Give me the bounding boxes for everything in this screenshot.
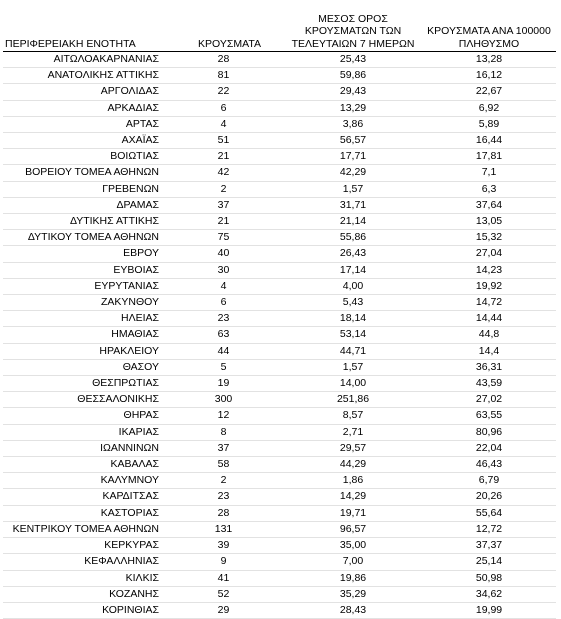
cases-cell: 22	[163, 84, 284, 100]
region-cell: ΚΕΡΚΥΡΑΣ	[3, 538, 163, 554]
table-row	[3, 473, 556, 489]
seven-day-average-cell: 35,00	[284, 538, 422, 554]
cases-cell: 6	[163, 295, 284, 311]
seven-day-average-cell: 5,43	[284, 295, 422, 311]
seven-day-average-cell: 56,57	[284, 133, 422, 149]
table-row	[3, 246, 556, 262]
region-cell: ΑΙΤΩΛΟΑΚΑΡΝΑΝΙΑΣ	[3, 52, 163, 68]
seven-day-average-cell: 4,00	[284, 278, 422, 294]
table-row	[3, 181, 556, 197]
cases-cell: 23	[163, 489, 284, 505]
region-cell: ΚΑΣΤΟΡΙΑΣ	[3, 505, 163, 521]
table-row	[3, 311, 556, 327]
table-row	[3, 554, 556, 570]
region-cell: ΒΟΙΩΤΙΑΣ	[3, 149, 163, 165]
region-cell: ΓΡΕΒΕΝΩΝ	[3, 181, 163, 197]
table-row	[3, 392, 556, 408]
seven-day-average-cell: 29,57	[284, 440, 422, 456]
seven-day-average-cell: 7,00	[284, 554, 422, 570]
seven-day-average-cell: 53,14	[284, 327, 422, 343]
table-row	[3, 489, 556, 505]
cases-cell: 2	[163, 473, 284, 489]
per-100000-cell: 50,98	[422, 570, 556, 586]
seven-day-average-cell: 42,29	[284, 165, 422, 181]
cases-cell: 39	[163, 538, 284, 554]
cases-cell: 2	[163, 181, 284, 197]
per-100000-cell: 5,89	[422, 116, 556, 132]
seven-day-average-cell: 18,14	[284, 311, 422, 327]
region-cell: ΚΑΒΑΛΑΣ	[3, 457, 163, 473]
seven-day-average-cell: 44,29	[284, 457, 422, 473]
seven-day-average-cell: 28,43	[284, 602, 422, 618]
cases-cell: 4	[163, 116, 284, 132]
cases-cell: 58	[163, 457, 284, 473]
cases-cell: 300	[163, 392, 284, 408]
per-100000-cell: 22,04	[422, 440, 556, 456]
table-row	[3, 376, 556, 392]
cases-cell: 37	[163, 197, 284, 213]
region-cell: ΖΑΚΥΝΘΟΥ	[3, 295, 163, 311]
per-100000-cell: 7,1	[422, 165, 556, 181]
table-row	[3, 343, 556, 359]
cases-cell: 21	[163, 214, 284, 230]
table-row	[3, 457, 556, 473]
table-row	[3, 52, 556, 68]
region-cell: ΚΑΡΔΙΤΣΑΣ	[3, 489, 163, 505]
region-cell: ΑΧΑΪΑΣ	[3, 133, 163, 149]
seven-day-average-cell: 17,14	[284, 262, 422, 278]
cases-cell: 9	[163, 554, 284, 570]
seven-day-average-cell: 13,29	[284, 100, 422, 116]
table-row	[3, 570, 556, 586]
region-cell: ΔΥΤΙΚΟΥ ΤΟΜΕΑ ΑΘΗΝΩΝ	[3, 230, 163, 246]
region-cell: ΚΟΡΙΝΘΙΑΣ	[3, 602, 163, 618]
cases-cell: 6	[163, 100, 284, 116]
table-row	[3, 230, 556, 246]
header-per-100000: ΚΡΟΥΣΜΑΤΑ ΑΝΑ 100000 ΠΛΗΘΥΣΜΟ	[422, 8, 556, 52]
region-cell: ΔΡΑΜΑΣ	[3, 197, 163, 213]
table-row	[3, 505, 556, 521]
region-cell: ΗΜΑΘΙΑΣ	[3, 327, 163, 343]
region-cell: ΕΒΡΟΥ	[3, 246, 163, 262]
cases-cell: 131	[163, 521, 284, 537]
table-row	[3, 327, 556, 343]
table-body	[3, 52, 556, 619]
seven-day-average-cell: 35,29	[284, 586, 422, 602]
cases-cell: 63	[163, 327, 284, 343]
seven-day-average-cell: 251,86	[284, 392, 422, 408]
per-100000-cell: 34,62	[422, 586, 556, 602]
region-cell: ΚΕΦΑΛΛΗΝΙΑΣ	[3, 554, 163, 570]
table-row	[3, 165, 556, 181]
seven-day-average-cell: 17,71	[284, 149, 422, 165]
per-100000-cell: 27,04	[422, 246, 556, 262]
cases-cell: 30	[163, 262, 284, 278]
table-row	[3, 116, 556, 132]
region-cell: ΘΗΡΑΣ	[3, 408, 163, 424]
seven-day-average-cell: 26,43	[284, 246, 422, 262]
per-100000-cell: 14,4	[422, 343, 556, 359]
cases-cell: 29	[163, 602, 284, 618]
seven-day-average-cell: 59,86	[284, 68, 422, 84]
per-100000-cell: 13,28	[422, 52, 556, 68]
region-cell: ΙΩΑΝΝΙΝΩΝ	[3, 440, 163, 456]
per-100000-cell: 6,3	[422, 181, 556, 197]
table-row	[3, 408, 556, 424]
per-100000-cell: 37,37	[422, 538, 556, 554]
per-100000-cell: 6,92	[422, 100, 556, 116]
cases-cell: 52	[163, 586, 284, 602]
per-100000-cell: 20,26	[422, 489, 556, 505]
cases-cell: 42	[163, 165, 284, 181]
table-row	[3, 602, 556, 618]
seven-day-average-cell: 14,29	[284, 489, 422, 505]
seven-day-average-cell: 21,14	[284, 214, 422, 230]
per-100000-cell: 14,23	[422, 262, 556, 278]
region-cell: ΑΝΑΤΟΛΙΚΗΣ ΑΤΤΙΚΗΣ	[3, 68, 163, 84]
cases-cell: 5	[163, 359, 284, 375]
region-cell: ΚΟΖΑΝΗΣ	[3, 586, 163, 602]
cases-cell: 12	[163, 408, 284, 424]
table-row	[3, 295, 556, 311]
seven-day-average-cell: 29,43	[284, 84, 422, 100]
region-cell: ΚΙΛΚΙΣ	[3, 570, 163, 586]
cases-cell: 28	[163, 505, 284, 521]
region-cell: ΘΑΣΟΥ	[3, 359, 163, 375]
table-row	[3, 521, 556, 537]
region-cell: ΙΚΑΡΙΑΣ	[3, 424, 163, 440]
table-row	[3, 440, 556, 456]
cases-cell: 23	[163, 311, 284, 327]
per-100000-cell: 46,43	[422, 457, 556, 473]
per-100000-cell: 55,64	[422, 505, 556, 521]
seven-day-average-cell: 96,57	[284, 521, 422, 537]
table-row	[3, 424, 556, 440]
per-100000-cell: 27,02	[422, 392, 556, 408]
per-100000-cell: 37,64	[422, 197, 556, 213]
region-cell: ΑΡΤΑΣ	[3, 116, 163, 132]
per-100000-cell: 16,12	[422, 68, 556, 84]
region-cell: ΔΥΤΙΚΗΣ ΑΤΤΙΚΗΣ	[3, 214, 163, 230]
cases-cell: 8	[163, 424, 284, 440]
region-cell: ΒΟΡΕΙΟΥ ΤΟΜΕΑ ΑΘΗΝΩΝ	[3, 165, 163, 181]
cases-cell: 41	[163, 570, 284, 586]
per-100000-cell: 36,31	[422, 359, 556, 375]
seven-day-average-cell: 8,57	[284, 408, 422, 424]
table-row	[3, 278, 556, 294]
seven-day-average-cell: 2,71	[284, 424, 422, 440]
table-row	[3, 214, 556, 230]
seven-day-average-cell: 19,86	[284, 570, 422, 586]
cases-cell: 81	[163, 68, 284, 84]
region-cell: ΚΑΛΥΜΝΟΥ	[3, 473, 163, 489]
cases-cell: 28	[163, 52, 284, 68]
table-row	[3, 68, 556, 84]
per-100000-cell: 22,67	[422, 84, 556, 100]
region-cell: ΗΛΕΙΑΣ	[3, 311, 163, 327]
seven-day-average-cell: 1,57	[284, 181, 422, 197]
header-row	[3, 8, 556, 52]
cases-cell: 44	[163, 343, 284, 359]
seven-day-average-cell: 19,71	[284, 505, 422, 521]
per-100000-cell: 12,72	[422, 521, 556, 537]
per-100000-cell: 63,55	[422, 408, 556, 424]
table-row	[3, 100, 556, 116]
cases-cell: 21	[163, 149, 284, 165]
cases-cell: 51	[163, 133, 284, 149]
table-row	[3, 359, 556, 375]
cases-table	[3, 8, 556, 619]
region-cell: ΕΥΒΟΙΑΣ	[3, 262, 163, 278]
per-100000-cell: 17,81	[422, 149, 556, 165]
per-100000-cell: 44,8	[422, 327, 556, 343]
table-row	[3, 538, 556, 554]
seven-day-average-cell: 25,43	[284, 52, 422, 68]
region-cell: ΑΡΚΑΔΙΑΣ	[3, 100, 163, 116]
region-cell: ΘΕΣΣΑΛΟΝΙΚΗΣ	[3, 392, 163, 408]
per-100000-cell: 43,59	[422, 376, 556, 392]
region-cell: ΗΡΑΚΛΕΙΟΥ	[3, 343, 163, 359]
region-cell: ΕΥΡΥΤΑΝΙΑΣ	[3, 278, 163, 294]
per-100000-cell: 25,14	[422, 554, 556, 570]
seven-day-average-cell: 14,00	[284, 376, 422, 392]
cases-cell: 75	[163, 230, 284, 246]
header-cases: ΚΡΟΥΣΜΑΤΑ	[163, 8, 284, 52]
cases-cell: 40	[163, 246, 284, 262]
cases-cell: 19	[163, 376, 284, 392]
region-cell: ΘΕΣΠΡΩΤΙΑΣ	[3, 376, 163, 392]
table-row	[3, 197, 556, 213]
header-7day-average: ΜΕΣΟΣ ΟΡΟΣ ΚΡΟΥΣΜΑΤΩΝ ΤΩΝ ΤΕΛΕΥΤΑΙΩΝ 7 ΗΜΕΡΩΝ	[284, 8, 422, 52]
per-100000-cell: 6,79	[422, 473, 556, 489]
seven-day-average-cell: 55,86	[284, 230, 422, 246]
per-100000-cell: 16,44	[422, 133, 556, 149]
seven-day-average-cell: 31,71	[284, 197, 422, 213]
seven-day-average-cell: 1,57	[284, 359, 422, 375]
per-100000-cell: 14,72	[422, 295, 556, 311]
per-100000-cell: 19,92	[422, 278, 556, 294]
seven-day-average-cell: 44,71	[284, 343, 422, 359]
region-cell: ΚΕΝΤΡΙΚΟΥ ΤΟΜΕΑ ΑΘΗΝΩΝ	[3, 521, 163, 537]
cases-cell: 4	[163, 278, 284, 294]
per-100000-cell: 80,96	[422, 424, 556, 440]
per-100000-cell: 14,44	[422, 311, 556, 327]
per-100000-cell: 13,05	[422, 214, 556, 230]
cases-cell: 37	[163, 440, 284, 456]
table-row	[3, 84, 556, 100]
table-row	[3, 149, 556, 165]
per-100000-cell: 19,99	[422, 602, 556, 618]
table-row	[3, 262, 556, 278]
seven-day-average-cell: 1,86	[284, 473, 422, 489]
table-row	[3, 586, 556, 602]
header-region: ΠΕΡΙΦΕΡΕΙΑΚΗ ΕΝΟΤΗΤΑ	[3, 8, 163, 52]
seven-day-average-cell: 3,86	[284, 116, 422, 132]
region-cell: ΑΡΓΟΛΙΔΑΣ	[3, 84, 163, 100]
per-100000-cell: 15,32	[422, 230, 556, 246]
table-row	[3, 133, 556, 149]
